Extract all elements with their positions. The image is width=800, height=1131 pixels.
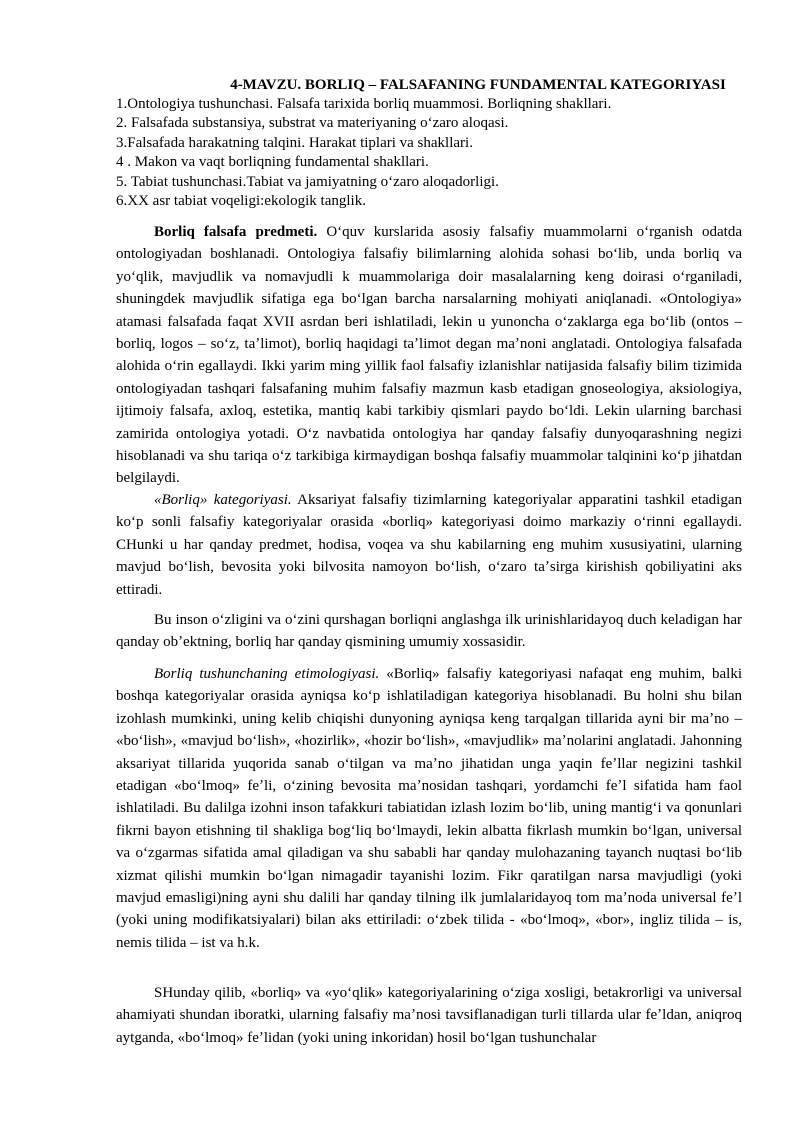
outline-item: 6.XX asr tabiat voqeligi:ekologik tanglik.: [116, 193, 366, 210]
paragraph-heading: Borliq falsafa predmeti.: [154, 224, 318, 240]
paragraph-text: SHunday qilib, «borliq» va «yoʻqlik» kategoriyalarining oʻziga xosligi, betakrorligi va universal ahamiyati shundan iboratki, ularning falsafiy maʼnosi tavsiflanadigan turli tillarda ular feʼldan, aniqroq aytganda, «boʻlmoq» feʼlidan (yoki uning inkoridan) hosil boʻlgan tushunchalar: [116, 985, 742, 1046]
paragraph-heading: Borliq tushunchaning etimologiyasi.: [154, 666, 380, 682]
paragraph-heading: «Borliq» kategoriyasi.: [154, 492, 292, 508]
paragraph-text: «Borliq» falsafiy kategoriyasi nafaqat eng muhim, balki boshqa kategoriyalar orasida ayniqsa koʻp ishlatiladigan kategoriya hisoblanadi. Bu holni shu bilan izohlash mumkinki, uning kelib chiqishi dunyoning ayniqsa keng tarqalgan tillarida ayni bir maʼno – «boʻlish», «mavjud boʻlish», «hozirlik», «hozir boʻlish», «mavjudlik» maʼnolarini anglatadi. Jahonning aksariyat tillarida yuqorida sanab oʻtilgan va maʼno jihatidan unga yaqin feʼllar negizini tashkil etadigan «boʻlmoq» feʼli, oʻzining bevosita maʼnosidan tashqari, yordamchi feʼl sifatida ham faol ishlatiladi. Bu dalilga izohni inson tafakkuri tabiatidan izlash lozim boʻlib, uning mantigʻi va qonunlari fikrni bayon etishning til shakliga bogʻliq boʻlmaydi, lekin albatta fikrlash mumkin boʻlgan, universal va oʻzgarmas sifatida amal qiladigan va shu sababli har qanday mulohazaning tayanch nuqtasi boʻlib xizmat qilishi mumkin boʻlgan nimagadir tayanishi lozim. Fikr qaratilgan narsa mavjudligi (yoki mavjud emasligi)ning ayni shu dalili har qanday tilning ilk jumlalaridayoq tom maʼnoda universal feʼl (yoki uning modifikatsiyalari) bilan aks ettiriladi: oʻzbek tilida - «boʻlmoq», «bor», ingliz tilida – is, nemis tilida – ist va h.k.: [116, 666, 742, 951]
paragraph-general-property: [116, 609, 742, 654]
document-title: 4-MAVZU. BORLIQ – FALSAFANING FUNDAMENTAL KATEGORIYASI: [230, 77, 726, 93]
paragraph-text: Oʻquv kurslarida asosiy falsafiy muammolarni oʻrganish odatda ontologiyadan boshlanadi. Ontologiya falsafiy bilimlarning alohida sohasi boʻlib, unda borliq va yoʻqlik, mavjudlik va nomavjudli k muammolariga doir masalalarning keng doirasi oʻrganiladi, shuningdek mavjudlik sifatiga ega boʻlgan barcha narsalarning mohiyati aniqlanadi. «Ontologiya» atamasi falsafada faqat XVII asrdan beri ishlatiladi, lekin u yunoncha oʻzaklarga ega boʻlib (ontos – borliq, logos – soʻz, taʼlimot), borliq haqidagi taʼlimot degan maʼnoni anglatadi. Ontologiya falsafada alohida oʻrin egallaydi. Ikki yarim ming yillik faol falsafiy izlanishlar natijasida falsafiy bilim tizimida ontologiyadan tashqari falsafaning muhim falsafiy mazmun kasb etadigan gnoseologiya, aksiologiya, ijtimoiy falsafa, axloq, estetika, mantiq kabi tarkibiy qismlari paydo boʻldi. Lekin ularning barchasi zamirida ontologiya yotadi. Oʻz navbatida ontologiya har qanday falsafiy dunyoqarashning negizi hisoblanadi va shu tariqa oʻz tarkibiga kirmaydigan boshqa falsafiy muammolar talqinini koʻp jihatdan belgilaydi.: [116, 224, 742, 487]
outline-item: 2. Falsafada substansiya, substrat va materiyaning oʻzaro aloqasi.: [116, 115, 509, 132]
outline-item: 4 . Makon va vaqt borliqning fundamental shakllari.: [116, 154, 429, 171]
paragraph-etymology: [116, 663, 742, 954]
outline-item: 3.Falsafada harakatning talqini. Harakat tiplari va shakllari.: [116, 134, 473, 151]
outline-item: 5. Tabiat tushunchasi.Tabiat va jamiyatning oʻzaro aloqadorligi.: [116, 173, 499, 190]
paragraph-conclusion: [116, 982, 742, 1049]
paragraph-text: Bu inson oʻzligini va oʻzini qurshagan borliqni anglashga ilk urinishlaridayoq duch keladigan har qanday obʼektning, borliq har qanday qismining umumiy xossasidir.: [116, 612, 742, 651]
topic-outline: [116, 95, 756, 211]
paragraph-being-category: [116, 489, 742, 601]
outline-item: 1.Ontologiya tushunchasi. Falsafa tarixida borliq muammosi. Borliqning shakllari.: [116, 96, 612, 112]
paragraph-subject-of-philosophy: [116, 221, 742, 490]
paragraph-text: Aksariyat falsafiy tizimlarning kategoriyalar apparatini tashkil etadigan koʻp sonli falsafiy kategoriyalar orasida «borliq» kategoriyasi doimo markaziy oʻrinni egallaydi. CHunki u har qanday predmet, hodisa, voqea va shu kabilarning eng muhim xususiyatini, ularning mavjud boʻlish, bevosita yoki bilvosita namoyon boʻlish, oʻzaro taʼsirga kirishish qobiliyatini aks ettiradi.: [116, 492, 742, 598]
